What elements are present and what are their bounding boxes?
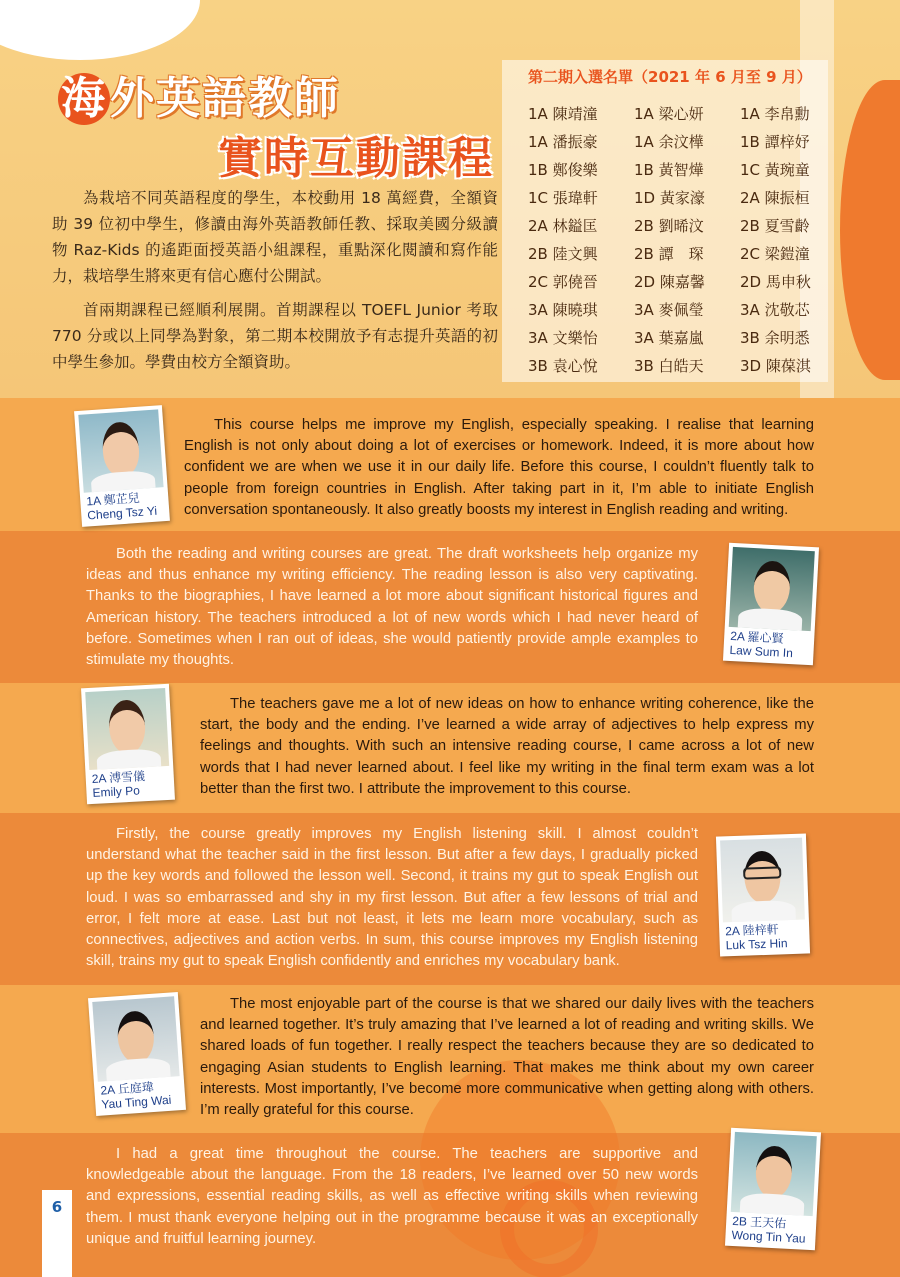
portrait	[92, 996, 179, 1082]
page-number-tab	[42, 1190, 72, 1277]
portrait	[731, 1132, 817, 1216]
portrait	[729, 547, 815, 631]
caption: 2A 陸梓軒 Luk Tsz Hin	[725, 922, 788, 953]
student-photo	[81, 684, 175, 804]
page-title	[58, 62, 498, 182]
title-line-2: 實時互動課程	[218, 133, 494, 184]
name-list-item: 1A 潘振豪	[528, 133, 598, 151]
face	[101, 421, 141, 477]
face	[753, 560, 792, 614]
caption: 2A 溥雪儀 Emily Po	[91, 769, 146, 800]
face	[108, 699, 147, 755]
name-list-item: 3A 葉嘉嵐	[634, 329, 704, 347]
name-list-item: 2A 林鎰匡	[528, 217, 598, 235]
name-list-item: 1A 李帛勳	[740, 105, 810, 123]
name-list-item: 3A 麥佩瑩	[634, 301, 704, 319]
caption: 2A 羅心賢 Law Sum In	[729, 628, 794, 661]
shirt	[731, 900, 796, 923]
name-list	[528, 103, 828, 378]
name-list-item: 1C 黃琬童	[740, 161, 810, 179]
student-photo	[716, 833, 810, 956]
student-photo	[88, 992, 186, 1116]
name-list-item: 2B 譚 琛	[634, 245, 704, 263]
name-list-item: 2B 陸文興	[528, 245, 598, 263]
name-list-item: 1D 黃家濠	[634, 189, 705, 207]
testimonial-text: I had a great time throughout the course. The teachers are supportive and knowledgeable about the language. From the 18 readers, I’ve learned over 50 new words and expressions, essential reading skills, as well as effective writing skills when reviewing them. I must thank everyone helping out in the programme because it was an exceptionally unique and fruitful learning journey.	[86, 1146, 698, 1247]
glasses	[743, 866, 781, 879]
name-list-item: 1A 余汶樺	[634, 133, 704, 151]
testimonial-text: The teachers gave me a lot of new ideas on how to enhance writing coherence, like the start, the body and the ending. I’ve learned a wide array of adjectives to help express my feelings and thoughts. With such an intensive reading course, I came across a lot of new words that I had never learned about. I feel like my writing in the final term exam was a lot better than the first two. I attribute the improvement to this course.	[200, 696, 814, 797]
intro-paragraph-2: 首兩期課程已經順利展開。首期課程以 TOEFL Junior 考取 770 分或以上同學為對象，第二期本校開放予有志提升英語的初中學生參加。學費由校方全額資助。	[52, 301, 498, 371]
caption: 2B 王天佑 Wong Tin Yau	[731, 1213, 806, 1246]
name-list-title: 第二期入選名單（2021 年 6 月至 9 月）	[528, 68, 812, 86]
caption: 1A 鄭芷兒 Cheng Tsz Yi	[85, 490, 158, 523]
portrait	[78, 409, 163, 492]
name-list-item: 3A 文樂怡	[528, 329, 598, 347]
testimonial-text: The most enjoyable part of the course is that we shared our daily lives with the teachers and learned together. It’s truly amazing that I’ve learned a lot of reading and writing skills. We shared loads of fun together. I really respect the teachers because they are so dedicated to engaging Asian students to English learning. That makes me think about my own career interests. Most importantly, I’ve become more communicative when getting along with others. I’m really grateful for this course.	[200, 996, 814, 1119]
caption: 2A 丘庭瑋 Yau Ting Wai	[99, 1079, 172, 1112]
portrait	[85, 688, 169, 770]
intro-text	[52, 185, 498, 383]
shirt	[738, 607, 803, 631]
face	[755, 1145, 794, 1199]
student-photo	[725, 1128, 821, 1251]
name-list-item: 2D 陳嘉馨	[634, 273, 705, 291]
testimonial-text: Firstly, the course greatly improves my English listening skill. I almost couldn’t understand what the teacher said in the first lesson. But after a few days, I gradually picked up the key words and followed the lesson well. Second, it trains my gut to speak English out loud. I was so embarrassed and shy in my first lesson. But after a few lessons of trial and error, I felt more at ease. Last but not least, it lets me learn more vocabulary, such as connectives, adjectives and action verbs. In sum, this course improves my English listening skill, trains my gut to speak English confidently and enriches my vocabulary bank.	[86, 826, 698, 970]
name-list-item: 1A 梁心妍	[634, 105, 704, 123]
name-list-item: 3B 余明悉	[740, 329, 810, 347]
name-list-item: 2C 郭僥晉	[528, 273, 598, 291]
name-list-item: 2D 馬申秋	[740, 273, 811, 291]
student-photo	[74, 405, 170, 527]
name-list-item: 3A 沈敬芯	[740, 301, 810, 319]
name-list-item: 2A 陳振桓	[740, 189, 810, 207]
intro-paragraph-1: 為栽培不同英語程度的學生，本校動用 18 萬經費，全額資助 39 位初中學生，修讀由海外英語教師任教、採取美國分級讀物 Raz-Kids 的遙距面授英語小組課程，重點深化閱讀和寫作能力，栽培學生將來更有信心應付公開試。	[52, 189, 498, 285]
name-list-item: 3D 陳葆淇	[740, 357, 811, 375]
name-list-item: 3B 袁心悅	[528, 357, 598, 375]
name-list-item: 1A 陳靖潼	[528, 105, 598, 123]
page-number: 6	[51, 1198, 63, 1216]
name-list-item: 2C 梁鎧潼	[740, 245, 810, 263]
name-list-item: 2B 劉晞汶	[634, 217, 704, 235]
name-list-item: 3A 陳曉琪	[528, 301, 598, 319]
name-list-item: 1B 黃智燁	[634, 161, 704, 179]
testimonial-text: This course helps me improve my English, especially speaking. I realise that learning English is not only about doing a lot of exercises or homework. Indeed, it is more about how confident we are when we use it in our daily life. Before this course, I couldn’t fluently talk to people from foreign countries in English. After taking part in it, I’m able to initiate English conversation spontaneously. It also greatly boosts my interest in English reading and writing.	[184, 417, 814, 518]
portrait	[720, 838, 805, 923]
face	[116, 1010, 156, 1064]
name-list-item: 1C 張瑋軒	[528, 189, 598, 207]
testimonial-text: Both the reading and writing courses are great. The draft worksheets help organize my ideas and thus enhance my writing efficiency. The reading lesson is also very captivating. Thanks to the biographies, I have learned a lot more about significant historical figures and American history. The teachers introduced a lot of new words which I had never heard of before. Sometimes when I ran out of ideas, she would patiently provide ample examples to stimulate my thoughts.	[86, 546, 698, 669]
shirt	[740, 1192, 805, 1216]
student-photo	[723, 543, 819, 666]
name-list-item: 3B 白皓天	[634, 357, 704, 375]
name-list-item: 2B 夏雪齡	[740, 217, 810, 235]
name-list-item: 1B 譚梓妤	[740, 133, 810, 151]
title-line-1: 海外英語教師	[58, 62, 340, 126]
name-list-item: 1B 鄭俊樂	[528, 161, 598, 179]
